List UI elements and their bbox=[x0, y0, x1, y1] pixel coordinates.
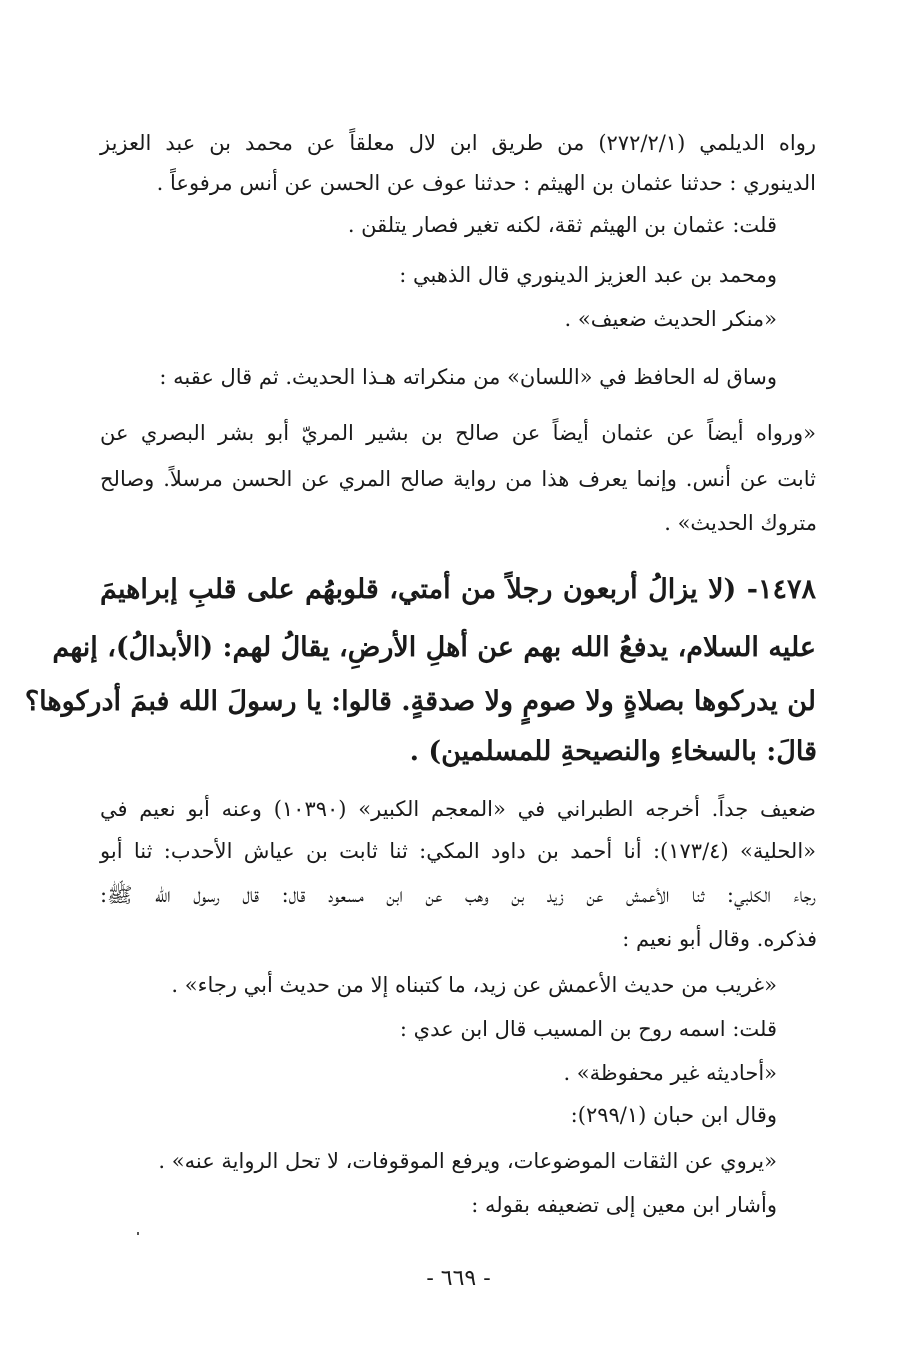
hadith-line: ١٤٧٨- (لا يزالُ أربعون رجلاً من أمتي، قلوبهُم على قلبِ إبراهيمَ bbox=[100, 574, 816, 605]
text-line: قلت: عثمان بن الهيثم ثقة، لكنه تغير فصار يتلقن . bbox=[347, 213, 777, 237]
page-number: - ٦٦٩ - bbox=[426, 1266, 491, 1291]
text-line: «يروي عن الثقات الموضوعات، ويرفع الموقوفات، لا تحل الرواية عنه» . bbox=[158, 1149, 777, 1173]
text-line: وقال ابن حبان (٢٩٩/١): bbox=[570, 1103, 777, 1127]
text-line: «منكر الحديث ضعيف» . bbox=[564, 307, 777, 331]
text-line: فذكره. وقال أبو نعيم : bbox=[622, 927, 817, 951]
text-line: رجاء الكلبي: ثنا الأعمش عن زيد بن وهب عن ابن مسعود قال: قال رسول الله ﷺ: bbox=[100, 883, 816, 907]
text-line: «الحلية» (١٧٣/٤): أنا أحمد بن داود المكي: ثنا ثابت بن عياش الأحدب: ثنا أبو bbox=[100, 839, 817, 863]
hadith-line: قالَ: بالسخاءِ والنصيحةِ للمسلمين) . bbox=[409, 736, 817, 767]
scan-speck bbox=[137, 1232, 139, 1235]
hadith-line: لن يدركوها بصلاةٍ ولا صومٍ ولا صدقةٍ. قالوا: يا رسولَ الله فبمَ أدركوها؟ bbox=[24, 686, 816, 717]
hadith-line: عليه السلام، يدفعُ الله بهم عن أهلِ الأرضِ، يقالُ لهم: (الأبدالُ)، إنهم bbox=[52, 632, 816, 663]
text-line: وأشار ابن معين إلى تضعيفه بقوله : bbox=[471, 1193, 777, 1217]
text-line: رواه الديلمي (٢٧٢/٢/١) من طريق ابن لال معلقاً عن محمد بن عبد العزيز bbox=[100, 131, 817, 155]
text-line: «أحاديثه غير محفوظة» . bbox=[563, 1061, 777, 1085]
text-line: وساق له الحافظ في «اللسان» من منكراته هـذا الحديث. ثم قال عقبه : bbox=[159, 365, 777, 389]
text-line: «غريب من حديث الأعمش عن زيد، ما كتبناه إلا من حديث أبي رجاء» . bbox=[171, 973, 777, 997]
text-line: قلت: اسمه روح بن المسيب قال ابن عدي : bbox=[399, 1017, 777, 1041]
text-line: «ورواه أيضاً عن عثمان أيضاً عن صالح بن بشير المريّ أبو بشر البصري عن bbox=[100, 421, 816, 445]
text-line: ضعيف جداً. أخرجه الطبراني في «المعجم الكبير» (١٠٣٩٠) وعنه أبو نعيم في bbox=[100, 797, 816, 821]
text-line: ثابت عن أنس. وإنما يعرف هذا من رواية صالح المري عن الحسن مرسلاً. وصالح bbox=[100, 467, 816, 491]
text-line: ومحمد بن عبد العزيز الدينوري قال الذهبي : bbox=[399, 263, 777, 287]
text-line: الدينوري : حدثنا عثمان بن الهيثم : حدثنا عوف عن الحسن عن أنس مرفوعاً . bbox=[156, 171, 816, 195]
text-line: متروك الحديث» . bbox=[664, 511, 817, 535]
